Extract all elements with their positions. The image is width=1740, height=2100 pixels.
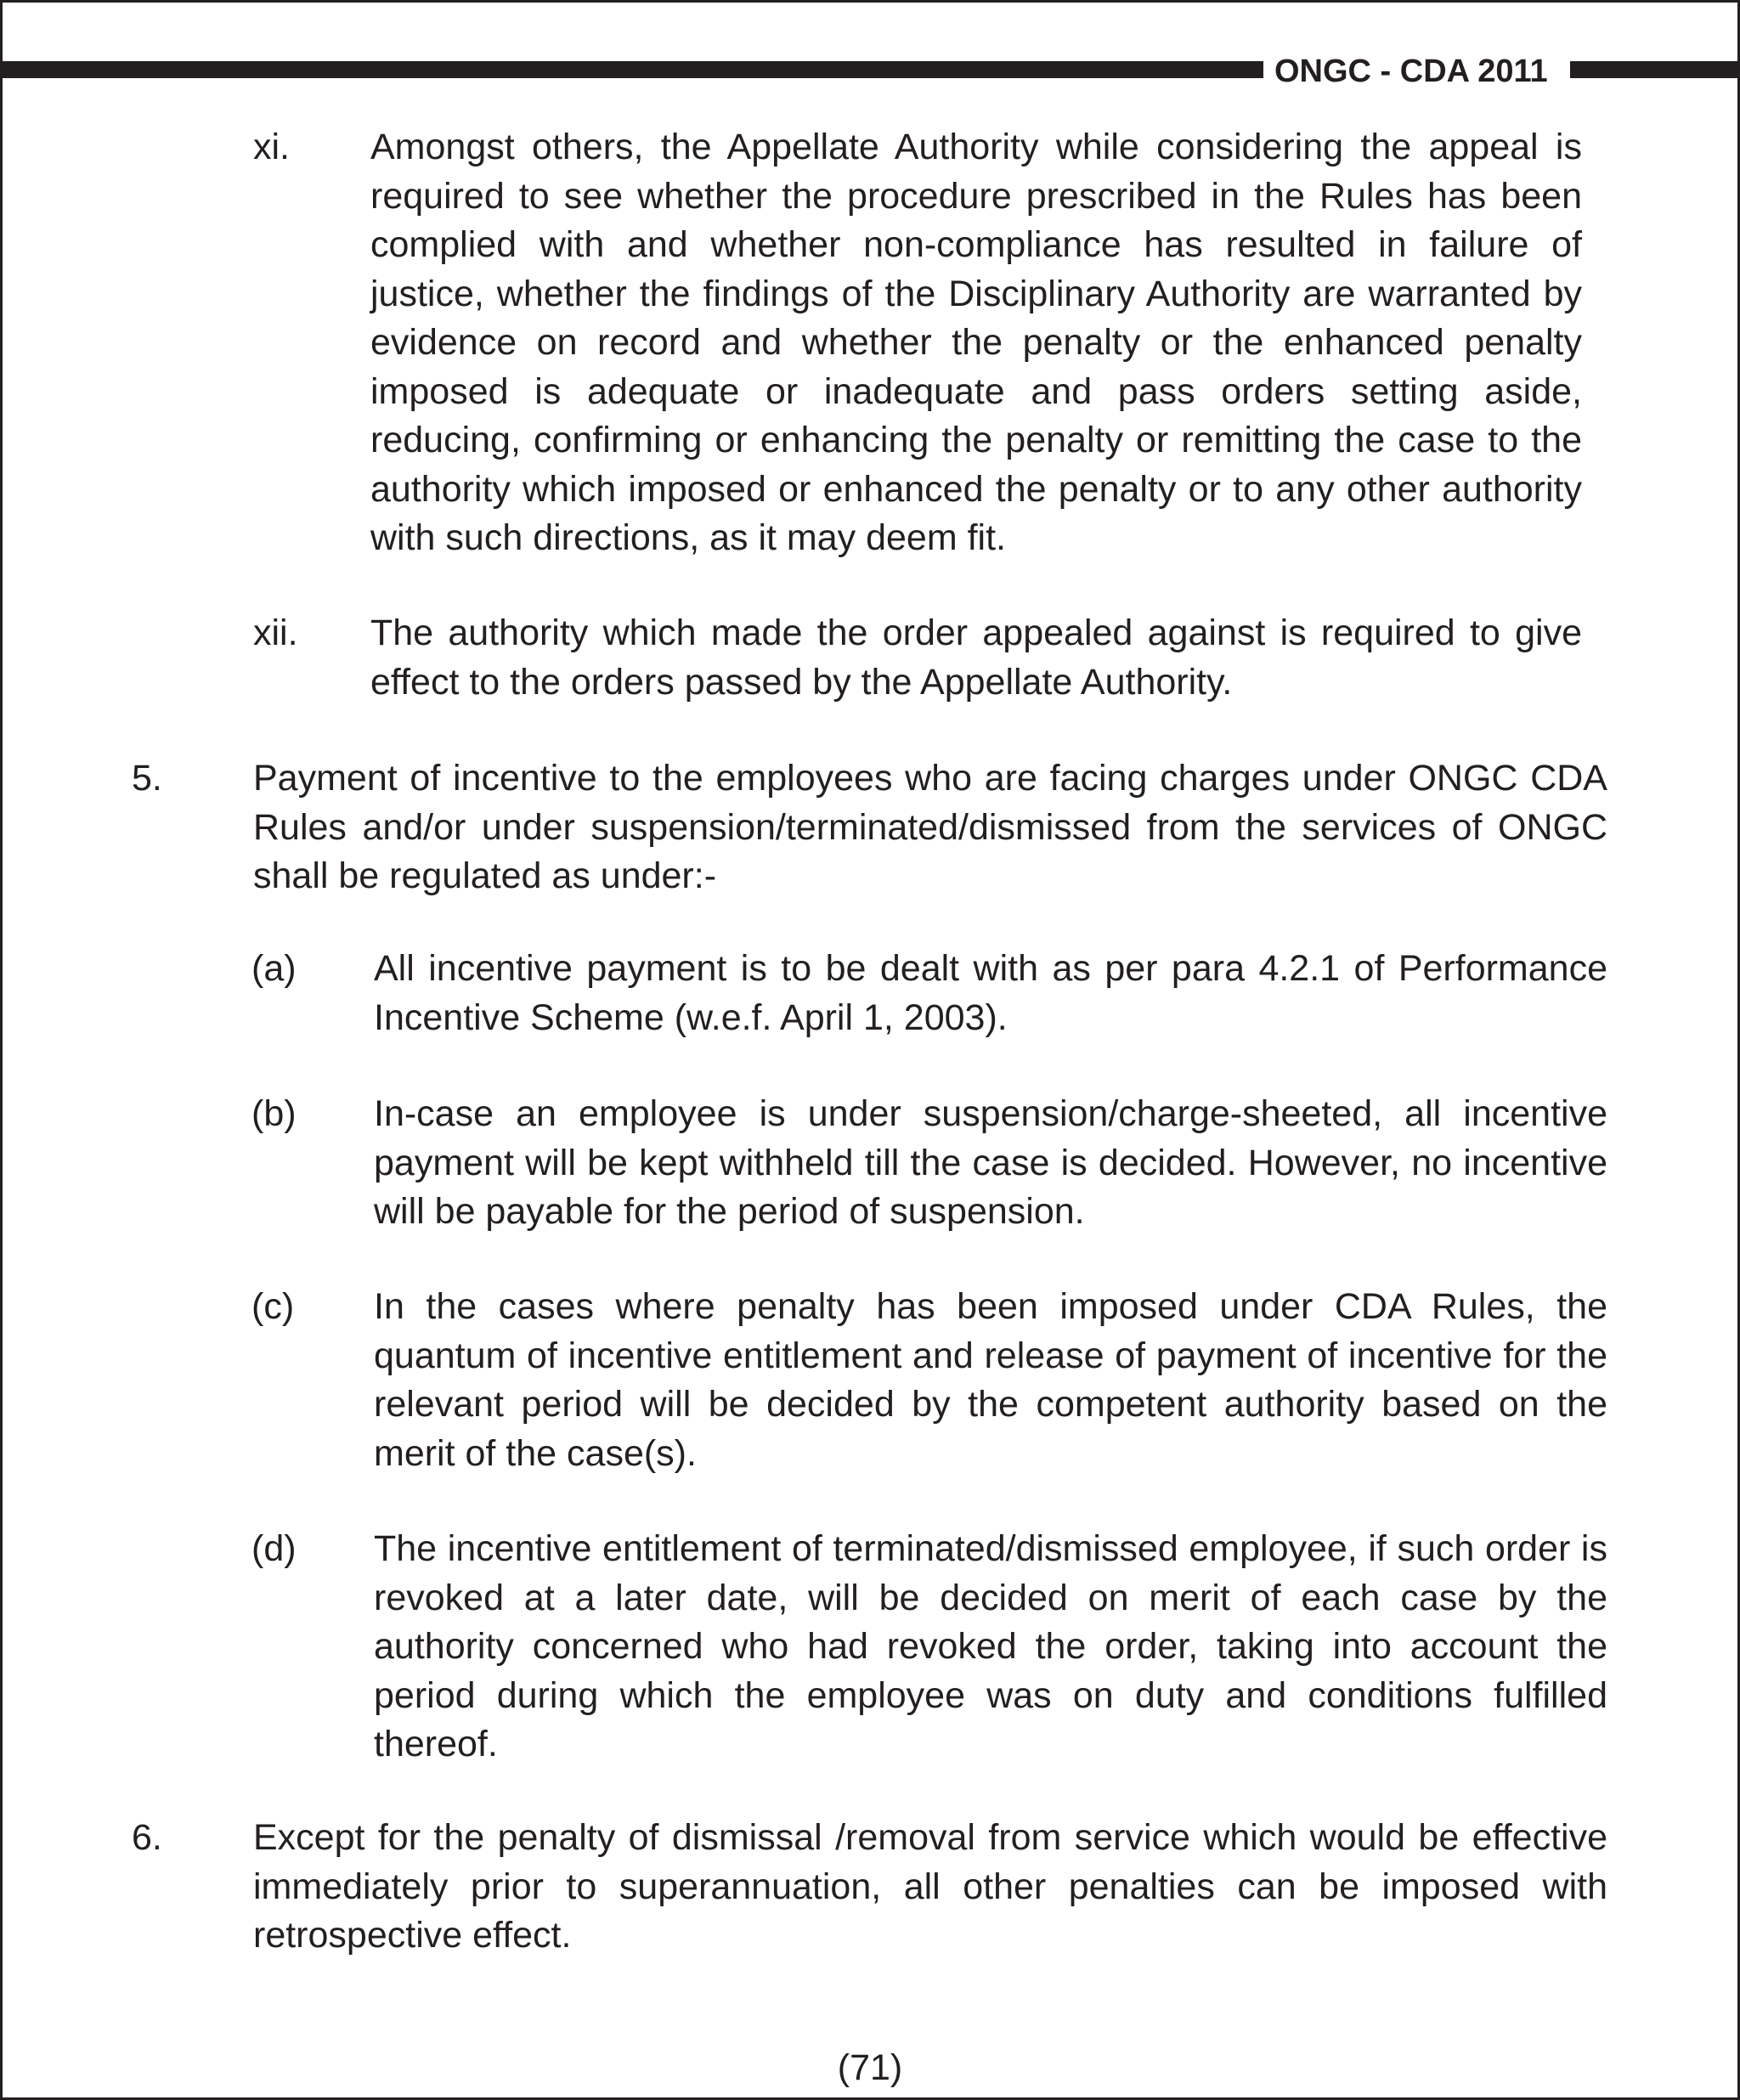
header-title: ONGC - CDA 2011 — [1274, 54, 1548, 89]
sub-item-marker: (a) — [251, 948, 297, 989]
paragraph-text: Payment of incentive to the employees who are facing charges under ONGC CDA Rules and/or under suspension/terminated/dismissed from the services of ONGC shall be regulated as under:- — [253, 758, 1607, 896]
sub-item-marker: (b) — [251, 1093, 297, 1134]
clause-text: The authority which made the order appealed against is required to give effect to the orders passed by the Appellate Authority. — [370, 612, 1582, 703]
page-number: (71) — [837, 2047, 903, 2088]
paragraph-marker: 6. — [132, 1817, 162, 1858]
sub-item-text: The incentive entitlement of terminated/dismissed employee, if such order is revoked at a later date, will be decided on merit of each case by the authority concerned who had revoked the order, taking into account the period during which the employee was on duty and conditions fulfilled thereof. — [374, 1528, 1607, 1764]
sub-item-text: All incentive payment is to be dealt with as per para 4.2.1 of Performance Incentive Scheme (w.e.f. April 1, 2003). — [374, 948, 1607, 1038]
header-rule-right — [1570, 61, 1737, 78]
sub-item-marker: (d) — [251, 1528, 297, 1569]
sub-item-text: In the cases where penalty has been imposed under CDA Rules, the quantum of incentive entitlement and release of payment of incentive for the relevant period will be decided by the competent authority based on the merit of the case(s). — [374, 1286, 1607, 1474]
clause-marker: xi. — [253, 127, 290, 167]
clause-marker: xii. — [253, 612, 298, 653]
header-rule-left — [0, 61, 1263, 78]
paragraph-text: Except for the penalty of dismissal /removal from service which would be effective immediately prior to superannuation, all other penalties can be imposed with retrospective effect. — [253, 1817, 1607, 1956]
sub-item-text: In-case an employee is under suspension/charge-sheeted, all incentive payment will be kept withheld till the case is decided. However, no incentive will be payable for the period of suspension. — [374, 1093, 1607, 1232]
sub-item-marker: (c) — [251, 1286, 295, 1327]
clause-text: Amongst others, the Appellate Authority while considering the appeal is required to see whether the procedure prescribed in the Rules has been complied with and whether non-compliance has resulted in failure of justice, whether the findings of the Disciplinary Authority are warranted by evidence on record and whether the penalty or the enhanced penalty imposed is adequate or inadequate and pass orders setting aside, reducing, confirming or enhancing the penalty or remitting the case to the authority which imposed or enhanced the penalty or to any other authority with such directions, as it may deem fit. — [370, 127, 1582, 558]
paragraph-marker: 5. — [132, 758, 162, 799]
